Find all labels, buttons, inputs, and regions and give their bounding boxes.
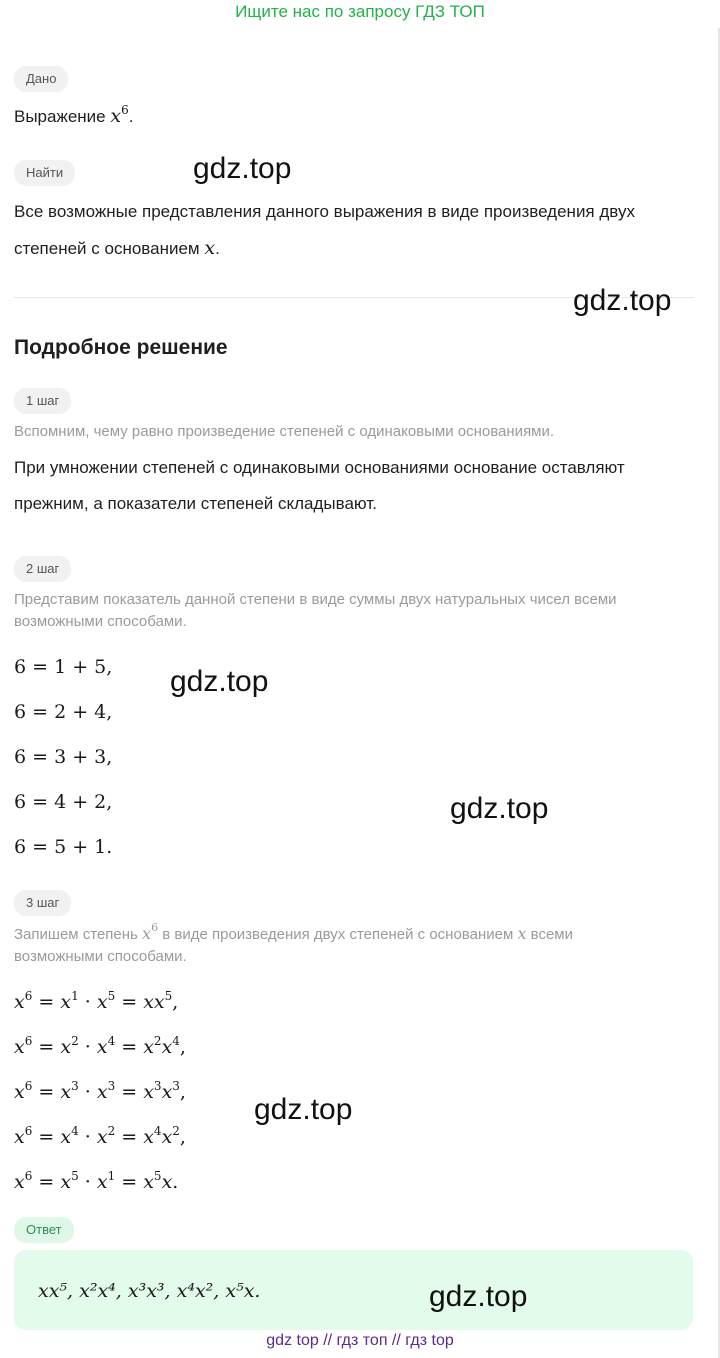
step3-equations <box>14 980 186 1205</box>
given-expression <box>110 105 128 127</box>
given-exp: 6 <box>121 103 129 117</box>
answer-value: xx⁵, x²x⁴, x³x³, x⁴x², x⁵x. <box>38 1280 261 1302</box>
given-section <box>14 66 68 92</box>
find-var: x <box>204 237 216 259</box>
step2-eq: 6 = 5 + 1. <box>14 836 113 858</box>
step3-hint-line-2: возможными способами. <box>14 948 187 965</box>
step1-section <box>14 388 71 414</box>
step2-eq: 6 = 2 + 4, <box>14 701 113 723</box>
step3-eq: $x^6 = x^1 \cdot x^5 = xx^5$, <box>14 989 179 1013</box>
find-line-1: Все возможные представления данного выражения в виде произведения двух <box>14 202 635 221</box>
step3-eq: $x^6 = x^3 \cdot x^3 = x^3x^3$, <box>14 1079 186 1103</box>
step3-section <box>14 890 71 916</box>
header-ad-text[interactable]: Ищите нас по запросу ГДЗ ТОП <box>235 2 485 21</box>
answer-section <box>14 1217 74 1243</box>
find-line-2 <box>14 230 704 267</box>
watermark: gdz.top <box>254 1093 353 1126</box>
find-section <box>14 160 75 186</box>
step3-hint-var: x <box>517 924 527 943</box>
step1-line-1: При умножении степеней с одинаковыми основаниями основание оставляют <box>14 458 625 477</box>
step3-hint-a: Запишем степень <box>14 926 138 943</box>
step3-hint-exp: 6 <box>151 921 159 934</box>
step3-eq: $x^6 = x^2 \cdot x^4 = x^2x^4$, <box>14 1034 186 1058</box>
step1-text <box>14 450 704 522</box>
watermark: gdz.top <box>193 152 292 185</box>
given-text <box>14 98 133 135</box>
watermark: gdz.top <box>450 792 549 825</box>
step2-equations <box>14 645 112 870</box>
step2-section <box>14 556 71 582</box>
step3-hint-base: x <box>142 924 152 943</box>
step3-hint-line-1 <box>14 923 704 946</box>
step2-pill: 2 шаг <box>14 556 71 582</box>
step2-eq: 6 = 4 + 2, <box>14 791 113 813</box>
step1-pill: 1 шаг <box>14 388 71 414</box>
step3-pill: 3 шаг <box>14 890 71 916</box>
given-pill: Дано <box>14 66 68 92</box>
step2-hint-line-1: Представим показатель данной степени в виде суммы двух натуральных чисел всеми <box>14 591 617 608</box>
given-label: Выражение <box>14 107 106 126</box>
solution-title: Подробное решение <box>14 336 228 359</box>
step3-eq: $x^6 = x^5 \cdot x^1 = x^5x$. <box>14 1169 179 1193</box>
step1-line-2: прежним, а показатели степеней складывают. <box>14 494 377 513</box>
footer-text[interactable]: gdz top // гдз топ // гдз top <box>266 1332 454 1349</box>
step2-hint <box>14 589 704 633</box>
watermark: gdz.top <box>573 284 672 317</box>
step3-hint-b: в виде произведения двух степеней с основанием <box>162 926 514 943</box>
given-end: . <box>128 107 134 126</box>
watermark: gdz.top <box>429 1280 528 1313</box>
watermark: gdz.top <box>170 665 269 698</box>
step3-eq: $x^6 = x^4 \cdot x^2 = x^4x^2$, <box>14 1124 186 1148</box>
step3-hint <box>14 923 704 968</box>
step2-hint-line-2: возможными способами. <box>14 613 187 630</box>
step2-eq: 6 = 1 + 5, <box>14 656 113 678</box>
step2-eq: 6 = 3 + 3, <box>14 746 113 768</box>
step1-hint: Вспомним, чему равно произведение степеней с одинаковыми основаниями. <box>14 423 555 440</box>
find-pill: Найти <box>14 160 75 186</box>
find-text <box>14 194 704 267</box>
find-line-2-text: степеней с основанием <box>14 239 200 258</box>
step3-hint-c: всеми <box>530 926 573 943</box>
answer-pill: Ответ <box>14 1217 74 1243</box>
find-end: . <box>215 239 220 258</box>
answer-text <box>38 1280 260 1302</box>
given-base: x <box>110 105 122 127</box>
